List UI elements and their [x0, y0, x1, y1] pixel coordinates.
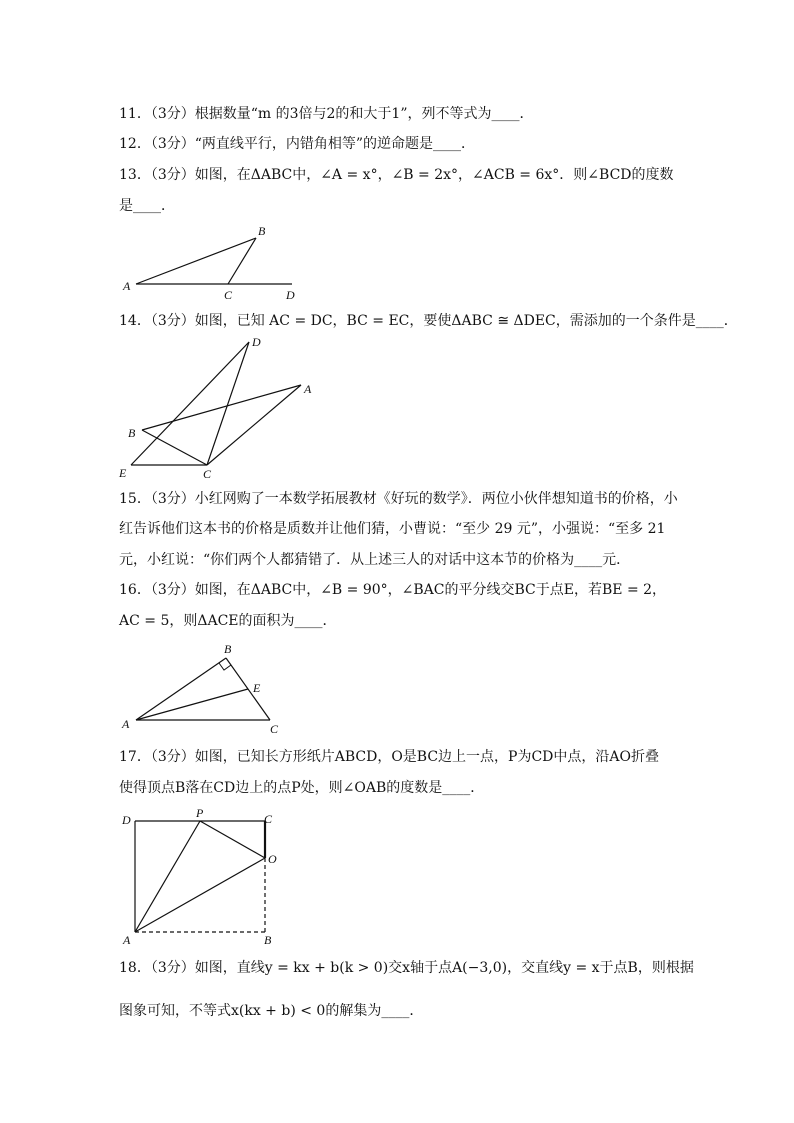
- fig16-label-A: A: [122, 717, 130, 731]
- fig13-label-C: C: [224, 288, 233, 302]
- question-15-line-3: 元，小红说：“你们两个人都猜错了．从上述三人的对话中这本节的价格为____元．: [119, 552, 631, 568]
- fig17-label-B: B: [264, 933, 272, 947]
- fig16-line-AE: [136, 689, 248, 720]
- fig14-line-ED: [131, 342, 249, 465]
- figure-13-svg: [118, 222, 318, 302]
- question-18-line-1: 18．（3分）如图，直线y = kx + b(k > 0)交x轴于点A(−3,0)，交直线y = x于点B，则根据: [119, 960, 694, 976]
- question-12: [119, 134, 475, 154]
- fig13-label-A: A: [123, 279, 131, 293]
- fig17-line-AO: [135, 858, 265, 932]
- figure-16-right-triangle: [118, 640, 298, 740]
- figure-14-svg: [115, 333, 325, 483]
- fig17-label-O: O: [268, 852, 277, 866]
- question-17-line-1: 17．（3分）如图，已知长方形纸片ABCD，O是BC边上一点，P为CD中点，沿AO折叠: [119, 749, 659, 765]
- question-13-line-2: 是____．: [119, 198, 175, 214]
- question-11-line-1: 11．（3分）根据数量“m 的3倍与2的和大于1”，列不等式为____．: [119, 106, 534, 122]
- fig13-label-D: D: [286, 288, 295, 302]
- fig17-line-PO: [200, 821, 265, 858]
- question-17-line-2: 使得顶点B落在CD边上的点P处，则∠OAB的度数是____．: [119, 780, 485, 796]
- fig16-label-E: E: [253, 681, 261, 695]
- question-16-line-2: AC = 5，则ΔACE的面积为____．: [119, 613, 337, 629]
- fig13-line-BC: [228, 238, 256, 284]
- figure-14-triangles: [115, 333, 325, 483]
- fig13-line-AB: [136, 238, 256, 284]
- question-15-line-1: 15．（3分）小红网购了一本数学拓展教材《好玩的数学》．两位小伙伴想知道书的价格，小: [119, 491, 678, 507]
- question-13-line-1: 13．（3分）如图，在ΔABC中，∠A = x°，∠B = 2x°，∠ACB = 6x°．则∠BCD的度数: [119, 167, 674, 183]
- fig14-label-D: D: [252, 335, 261, 349]
- fig17-label-P: P: [196, 806, 204, 820]
- fig17-label-D: D: [122, 813, 131, 827]
- fig13-label-B: B: [258, 224, 266, 238]
- fig17-label-C: C: [264, 812, 273, 826]
- fig16-label-B: B: [224, 642, 232, 656]
- question-11: [119, 104, 533, 124]
- fig14-label-C: C: [203, 467, 212, 481]
- fig14-label-E: E: [119, 466, 127, 480]
- fig14-label-A: A: [304, 382, 312, 396]
- question-16-line-1: 16．（3分）如图，在ΔABC中，∠B = 90°，∠BAC的平分线交BC于点E，若BE = 2，: [119, 582, 667, 598]
- fig17-label-A: A: [123, 933, 131, 947]
- fig16-right-angle-mark: [219, 663, 231, 670]
- fig16-label-C: C: [270, 722, 279, 736]
- figure-17-svg: [118, 806, 298, 948]
- figure-17-rectangle-fold: [118, 806, 298, 948]
- fig17-line-AP: [135, 821, 200, 932]
- fig16-line-AB: [136, 658, 226, 720]
- figure-13-triangle: [118, 222, 318, 302]
- question-12-line-1: 12．（3分）“两直线平行，内错角相等”的逆命题是____．: [119, 136, 476, 152]
- figure-16-svg: [118, 640, 298, 740]
- fig14-line-BC: [142, 430, 207, 465]
- question-15-line-2: 红告诉他们这本书的价格是质数并让他们猜，小曹说：“至少 29 元”，小强说：“至多 21: [119, 521, 666, 537]
- fig14-label-B: B: [128, 426, 136, 440]
- question-14: 14．（3分）如图，已知 AC = DC，BC = EC，要使ΔABC ≅ ΔDEC，需添加的一个条件是____．: [119, 313, 738, 329]
- question-18-line-2: 图象可知，不等式x(kx + b) < 0的解集为____．: [119, 1003, 424, 1019]
